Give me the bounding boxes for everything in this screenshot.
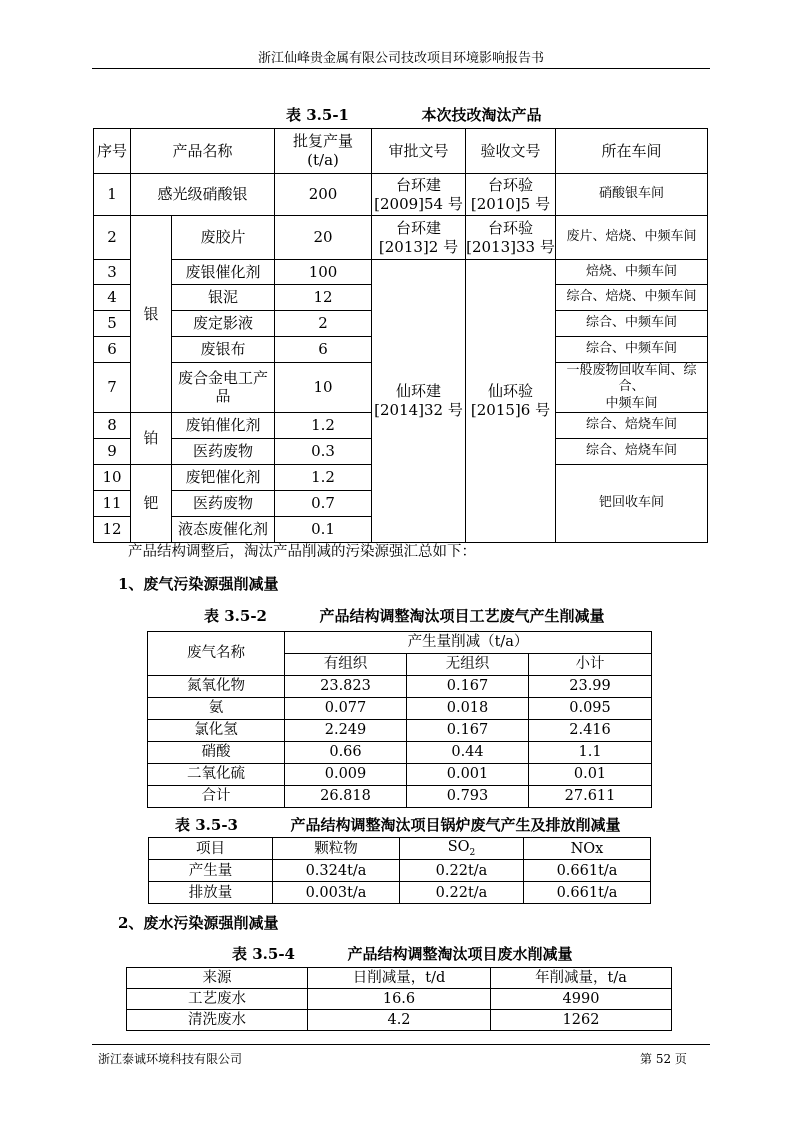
table-cell: 台环建 [2009]54 号 [372,174,466,216]
table4-caption [232,943,572,964]
table-cell: 1262 [491,1010,672,1031]
table-cell: 0.661t/a [524,860,651,882]
table-cell: 废银催化剂 [172,260,275,285]
table-cell: 废铂催化剂 [172,412,275,438]
table-cell: 综合、焙烧车间 [556,438,708,464]
table-cell: 5 [94,311,131,337]
table-row [148,698,652,720]
table-row [148,764,652,786]
table4-caption-number: 表 3.5-4 [232,945,295,963]
table1-caption [286,104,541,125]
table-row [94,260,708,285]
table-cell: 0.66 [285,742,407,764]
section-heading-waste-gas: 1、废气污染源强削减量 [118,575,279,593]
table-row [149,860,651,882]
table-cell: 16.6 [308,989,491,1010]
table-cell: 0.7 [275,490,372,516]
table-cell: 氨 [148,698,285,720]
table-cell: 12 [275,285,372,311]
table-cell: 0.324t/a [273,860,400,882]
group-cell-platinum: 铂 [131,412,172,464]
table-cell: 0.001 [407,764,529,786]
table-cell: 1.1 [529,742,652,764]
group-cell-silver: 银 [131,216,172,413]
table-cell: 2 [275,311,372,337]
table-cell: 废合金电工产 品 [172,363,275,413]
section-heading-waste-water: 2、废水污染源强削减量 [118,914,279,932]
table-cell: 0.22t/a [400,882,524,904]
table-row [94,216,708,260]
table-cell: 6 [275,337,372,363]
table-cell: 综合、焙烧车间 [556,412,708,438]
table-cell: 废银布 [172,337,275,363]
table-cell: 银泥 [172,285,275,311]
table-cell: 8 [94,412,131,438]
page-header: 浙江仙峰贵金属有限公司技改项目环境影响报告书 [257,51,544,66]
header-cell: 审批文号 [372,129,466,174]
table-cell: 医药废物 [172,438,275,464]
table-cell: 0.167 [407,720,529,742]
table-row [148,720,652,742]
table-cell: 感光级硝酸银 [131,174,275,216]
table-cell: 20 [275,216,372,260]
header-cell: 来源 [127,968,308,989]
table-cell: 0.22t/a [400,860,524,882]
table1-header-row [94,129,708,174]
table-cell: 23.823 [285,676,407,698]
header-cell: 验收文号 [466,129,556,174]
table-cell: 0.018 [407,698,529,720]
table-cell: 一般废物回收车间、综合、 中频车间 [556,363,708,413]
table-cell: 综合、中频车间 [556,337,708,363]
table-cell: 氮氧化物 [148,676,285,698]
merged-approval-cell: 仙环建 [2014]32 号 [372,260,466,543]
summary-paragraph: 产品结构调整后，淘汰产品削减的污染源强汇总如下： [128,544,476,560]
table3-header-row [149,838,651,860]
table-row [148,742,652,764]
table-cell: 硝酸 [148,742,285,764]
table-cell: 氯化氢 [148,720,285,742]
table-cell: 0.077 [285,698,407,720]
table-cell: 7 [94,363,131,413]
table2-caption [204,605,604,626]
table-cell: 0.01 [529,764,652,786]
table-cell: 27.611 [529,786,652,808]
table-cell: 台环验 [2010]5 号 [466,174,556,216]
table3-caption-title: 产品结构调整淘汰项目锅炉废气产生及排放削减量 [290,816,621,834]
header-cell: 批复产量 (t/a) [275,129,372,174]
table-cell: 废钯催化剂 [172,464,275,490]
table-cell: 200 [275,174,372,216]
table-cell: 6 [94,337,131,363]
table2-caption-title: 产品结构调整淘汰项目工艺废气产生削减量 [319,607,605,625]
table-cell: 0.003t/a [273,882,400,904]
table1-caption-number: 表 3.5-1 [286,106,349,124]
merged-workshop-cell: 钯回收车间 [556,464,708,542]
footer-rule [92,1044,710,1045]
table-row [148,676,652,698]
header-cell: 日削减量，t/d [308,968,491,989]
table-cell: 4.2 [308,1010,491,1031]
table-cell: 1.2 [275,412,372,438]
table-cell: 100 [275,260,372,285]
table3-caption [175,814,620,835]
table3 [148,837,651,904]
table-cell: 废胶片 [172,216,275,260]
table-cell: 排放量 [149,882,273,904]
header-cell: 有组织 [285,654,407,676]
page-number: 第 52 页 [640,1052,687,1066]
table1 [93,128,708,543]
table2-caption-number: 表 3.5-2 [204,607,267,625]
table-cell: 0.44 [407,742,529,764]
header-cell: 所在车间 [556,129,708,174]
table-cell: 26.818 [285,786,407,808]
table-cell: 0.167 [407,676,529,698]
table-cell: 4 [94,285,131,311]
table-cell: 产生量 [149,860,273,882]
table1-caption-title: 本次技改淘汰产品 [421,106,542,124]
table-cell: 台环建 [2013]2 号 [372,216,466,260]
table4-caption-title: 产品结构调整淘汰项目废水削减量 [347,945,573,963]
table-cell: 2.249 [285,720,407,742]
table-cell: 0.009 [285,764,407,786]
table3-caption-number: 表 3.5-3 [175,816,238,834]
table2 [147,631,652,808]
table-cell: 液态废催化剂 [172,516,275,542]
table-row [127,989,672,1010]
header-cell: $SO_2$ [400,838,524,860]
table-cell: 废定影液 [172,311,275,337]
table-row [94,174,708,216]
table-cell: 工艺废水 [127,989,308,1010]
table-cell: 10 [275,363,372,413]
table-cell: 11 [94,490,131,516]
footer-company: 浙江泰诚环境科技有限公司 [98,1052,243,1066]
table4-header-row [127,968,672,989]
header-cell: 小计 [529,654,652,676]
table-cell: 23.99 [529,676,652,698]
table-cell: 0.661t/a [524,882,651,904]
header-cell: 年削减量，t/a [491,968,672,989]
table-cell: 2.416 [529,720,652,742]
table-cell: 硝酸银车间 [556,174,708,216]
table-cell: 综合、中频车间 [556,311,708,337]
table-cell: 二氧化硫 [148,764,285,786]
table-cell: 12 [94,516,131,542]
table-cell: 0.3 [275,438,372,464]
table-cell: 台环验 [2013]33 号 [466,216,556,260]
table-cell: 1.2 [275,464,372,490]
table-cell: 0.793 [407,786,529,808]
table4 [126,967,672,1031]
table-cell: 0.1 [275,516,372,542]
header-cell: 产生量削减（t/a） [285,632,652,654]
header-cell: 废气名称 [148,632,285,676]
table-row [149,882,651,904]
header-cell: NOx [524,838,651,860]
table2-header-row [148,632,652,654]
table-cell: 焙烧、中频车间 [556,260,708,285]
table-cell: 2 [94,216,131,260]
table-cell: 4990 [491,989,672,1010]
header-cell: 产品名称 [131,129,275,174]
group-cell-palladium: 钯 [131,464,172,542]
table-cell: 3 [94,260,131,285]
header-cell: 颗粒物 [273,838,400,860]
header-cell: 项目 [149,838,273,860]
table-cell: 9 [94,438,131,464]
table-cell: 1 [94,174,131,216]
table-cell: 综合、焙烧、中频车间 [556,285,708,311]
header-rule [92,68,710,69]
table-cell: 废片、焙烧、中频车间 [556,216,708,260]
table-cell: 合计 [148,786,285,808]
header-cell: 无组织 [407,654,529,676]
table-row [127,1010,672,1031]
table-cell: 10 [94,464,131,490]
header-cell: 序号 [94,129,131,174]
table-row [148,786,652,808]
merged-acceptance-cell: 仙环验 [2015]6 号 [466,260,556,543]
table-cell: 医药废物 [172,490,275,516]
table-cell: 清洗废水 [127,1010,308,1031]
table-cell: 0.095 [529,698,652,720]
